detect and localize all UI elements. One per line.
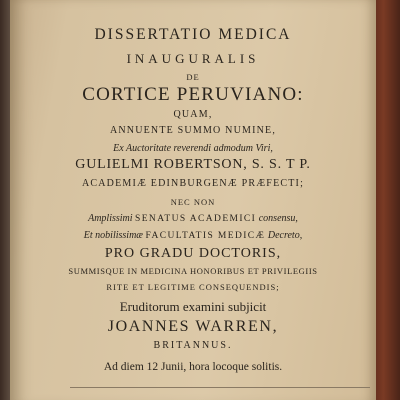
title-line-9: ACADEMIÆ EDINBURGENÆ PRÆFECTI; [81, 178, 305, 189]
title-line-4-subject: CORTICE PERUVIANO: [82, 84, 304, 105]
title-line-11b: SENATUS ACADEMICI [135, 214, 257, 224]
title-line-8-rector: GULIELMI ROBERTSON, S. S. T P. [75, 157, 311, 172]
title-line-11a: Amplissimi [88, 213, 133, 224]
title-line-19-date: Ad diem 12 Junii, hora locoque solitis. [103, 361, 283, 373]
title-line-13-degree: PRO GRADU DOCTORIS, [104, 246, 282, 261]
title-line-5: QUAM, [173, 109, 213, 120]
title-line-3: DE [186, 72, 200, 82]
title-line-17-author: JOANNES WARREN, [107, 318, 279, 335]
title-line-12a: Et nobilissimæ [83, 230, 143, 241]
title-line-11 [10, 214, 376, 225]
title-line-12c: Decreto, [267, 230, 303, 241]
title-page [10, 0, 376, 400]
title-line-6: ANNUENTE SUMMO NUMINE, [109, 125, 277, 136]
title-line-10: NEC NON [170, 197, 216, 207]
title-line-12 [10, 231, 376, 242]
title-line-1: DISSERTATIO MEDICA [94, 26, 292, 43]
title-line-14: SUMMISQUE IN MEDICINA HONORIBUS ET PRIVILEGIIS [68, 266, 318, 276]
title-line-12b: FACULTATIS MEDICÆ [145, 231, 266, 241]
title-line-2: INAUGURALIS [126, 51, 260, 66]
title-line-16: Eruditorum examini subjicit [119, 299, 267, 314]
title-line-7: Ex Auctoritate reverendi admodum Viri, [113, 143, 273, 154]
title-line-11c: consensu, [258, 213, 298, 224]
title-line-18: BRITANNUS. [153, 340, 233, 351]
title-line-15: RITE ET LEGITIME CONSEQUENDIS; [106, 282, 280, 292]
bottom-rule [70, 387, 370, 388]
